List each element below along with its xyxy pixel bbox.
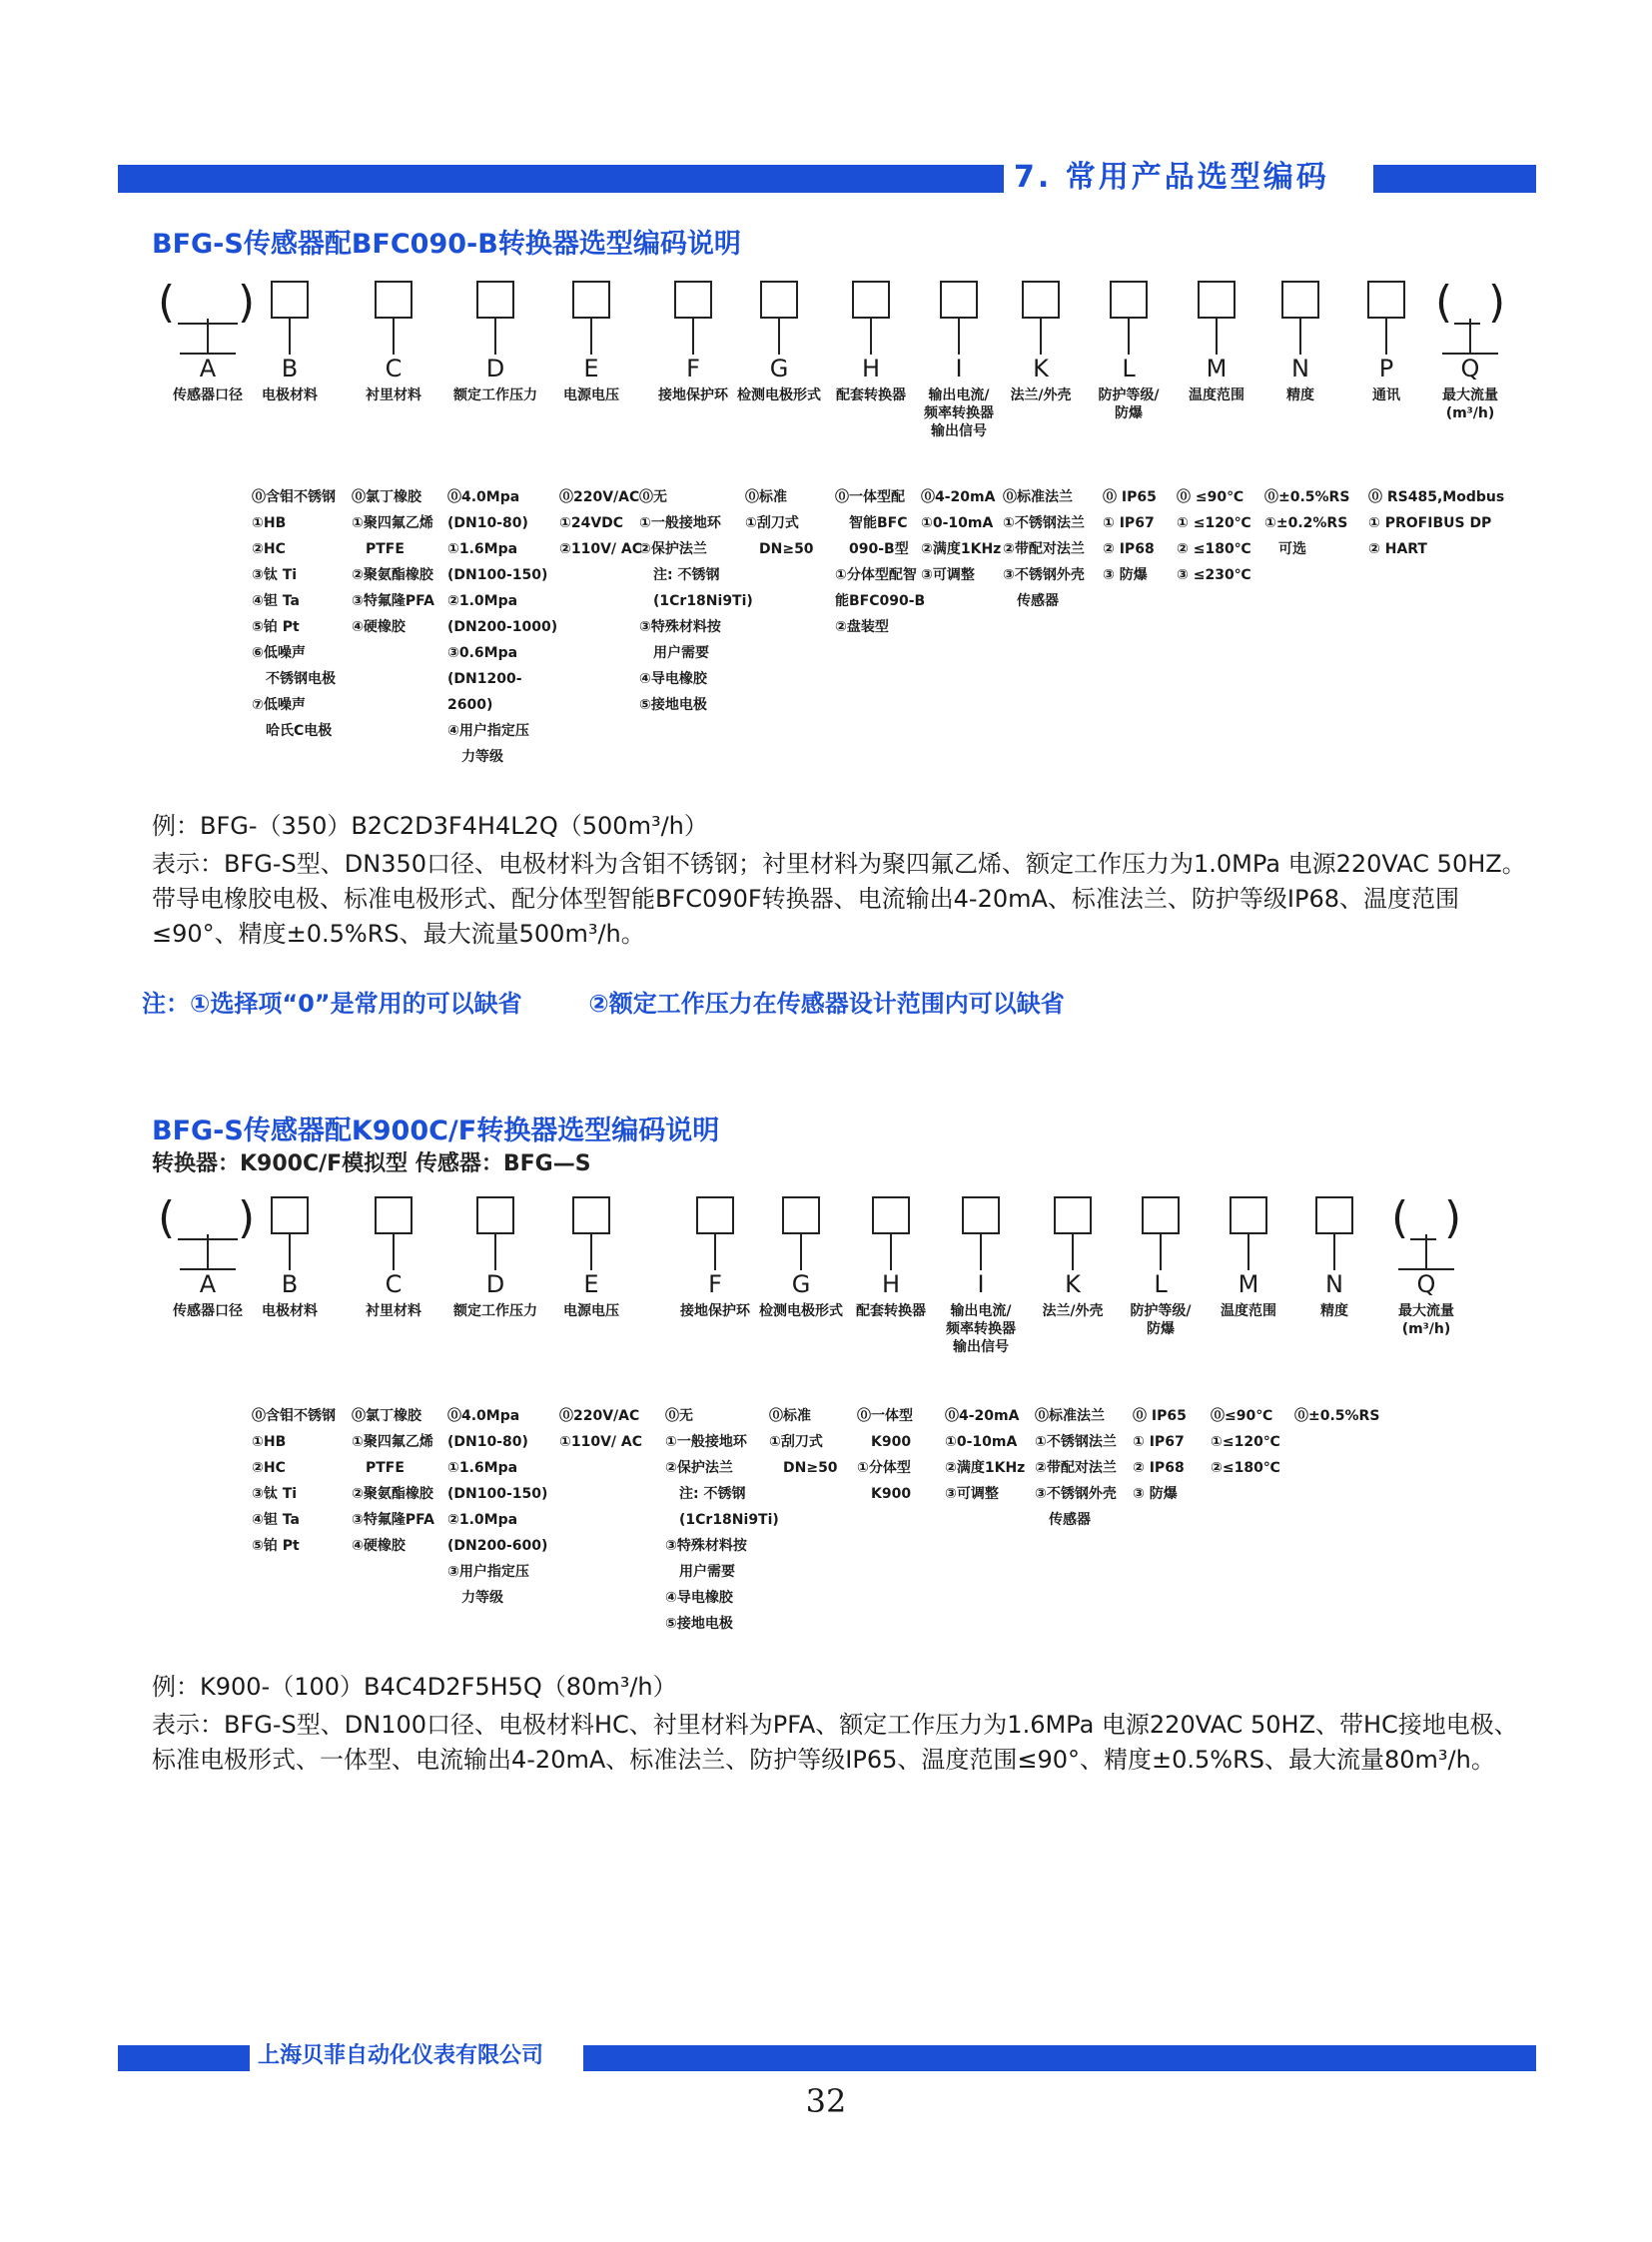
- option-item: 注: 不锈钢: [665, 1486, 746, 1502]
- option-item: ①110V/ AC: [559, 1434, 643, 1450]
- option-item: 用户需要: [665, 1564, 735, 1580]
- option-item: ②HC: [252, 1460, 286, 1476]
- stem-b: [289, 319, 291, 355]
- code-letter-e: E: [583, 355, 599, 382]
- option-item: 力等级: [447, 1590, 503, 1606]
- option-item: (1Cr18Ni9Ti): [639, 593, 753, 609]
- option-item: ① ≤120℃: [1177, 515, 1251, 531]
- option-item: ②保护法兰: [665, 1460, 733, 1476]
- option-item: ①±0.2%RS: [1264, 515, 1348, 531]
- option-item: ⓪ RS485,Modbus: [1368, 489, 1505, 505]
- option-item: 可选: [1264, 541, 1306, 557]
- stem-k: [1072, 1234, 1074, 1270]
- option-item: ④钽 Ta: [252, 593, 300, 609]
- stem-d: [494, 319, 496, 355]
- option-item: ⓪ ≤90℃: [1177, 489, 1244, 505]
- option-item: (DN10-80): [447, 1434, 528, 1450]
- code-letter-k: K: [1065, 1270, 1081, 1298]
- option-item: ① IP67: [1103, 515, 1155, 531]
- option-item: (1Cr18Ni9Ti): [665, 1512, 779, 1528]
- code-box-h: [852, 281, 890, 319]
- code-box-l: [1142, 1196, 1180, 1234]
- code-letter-h: H: [881, 1270, 901, 1298]
- option-item: ①刮刀式: [769, 1434, 823, 1450]
- option-item: ②带配对法兰: [1035, 1460, 1117, 1476]
- code-label-a: 传感器口径: [173, 1303, 243, 1319]
- code-letter-g: G: [791, 1270, 811, 1298]
- option-item: ②满度1KHz: [921, 541, 1002, 557]
- options-k: [1035, 1403, 1117, 1533]
- option-item: ①0-10mA: [921, 515, 994, 531]
- option-item: ④用户指定压: [447, 723, 529, 739]
- code-box-i: [940, 281, 978, 319]
- option-item: ②HC: [252, 541, 286, 557]
- code-letter-b: B: [281, 355, 299, 382]
- code-letter-q: Q: [1416, 1270, 1436, 1298]
- option-item: (DN100-150): [447, 1486, 548, 1502]
- code-letter-a: A: [199, 1270, 217, 1298]
- option-item: ⓪ IP65: [1103, 489, 1157, 505]
- code-label-e: 电源电压: [563, 387, 619, 403]
- option-item: ④导电橡胶: [665, 1590, 733, 1606]
- stem-c: [393, 1234, 395, 1270]
- code-label-l: 防护等级/ 防爆: [1130, 1303, 1192, 1337]
- code-letter-g: G: [769, 355, 789, 382]
- option-item: ②带配对法兰: [1003, 541, 1085, 557]
- code-label-c: 衬里材料: [366, 387, 421, 403]
- option-item: ③不锈钢外壳: [1003, 567, 1085, 583]
- code-letter-m: M: [1238, 1270, 1259, 1298]
- option-item: 用户需要: [639, 645, 709, 661]
- options-m: [1177, 484, 1251, 588]
- open-paren-a: (: [158, 1192, 176, 1243]
- code-box-b: [271, 1196, 309, 1234]
- stem-l: [1160, 1234, 1162, 1270]
- option-item: ⓪≤90℃: [1211, 1408, 1273, 1424]
- option-item: ⑤接地电极: [639, 697, 707, 713]
- code-letter-n: N: [1325, 1270, 1343, 1298]
- option-item: ①不锈钢法兰: [1035, 1434, 1117, 1450]
- option-item: ⑤铂 Pt: [252, 619, 300, 635]
- option-item: 能BFC090-B: [835, 593, 926, 609]
- code-label-l: 防护等级/ 防爆: [1098, 387, 1160, 421]
- options-i: [945, 1403, 1025, 1507]
- options-h: [857, 1403, 913, 1507]
- stem-n: [1333, 1234, 1335, 1270]
- option-item: ①分体型配智: [835, 567, 917, 583]
- code-letter-p: P: [1378, 355, 1394, 382]
- code-label-a: 传感器口径: [173, 387, 243, 403]
- code-label-g: 检测电极形式: [737, 387, 821, 403]
- options-m: [1211, 1403, 1280, 1481]
- option-item: ① PROFIBUS DP: [1368, 515, 1492, 531]
- code-label-b: 电极材料: [262, 387, 318, 403]
- options-k: [1003, 484, 1085, 614]
- option-item: (DN100-150): [447, 567, 548, 583]
- blank-q: [1454, 323, 1480, 325]
- option-item: (DN200-600): [447, 1538, 548, 1554]
- close-paren-q: ): [1444, 1192, 1462, 1243]
- stem-l: [1128, 319, 1130, 355]
- code-box-p: [1367, 281, 1405, 319]
- options-b: [252, 1403, 336, 1559]
- option-item: ③特氟隆PFA: [352, 1512, 434, 1528]
- option-item: ⓪4.0Mpa: [447, 1408, 520, 1424]
- code-letter-n: N: [1291, 355, 1309, 382]
- options-f: [665, 1403, 779, 1637]
- option-item: ② IP68: [1133, 1460, 1185, 1476]
- stem-i: [980, 1234, 982, 1270]
- option-item: ④硬橡胶: [352, 619, 406, 635]
- stem-k: [1040, 319, 1042, 355]
- close-paren-q: ): [1488, 277, 1506, 328]
- option-item: ⓪标准: [745, 489, 787, 505]
- option-item: ①≤120℃: [1211, 1434, 1280, 1450]
- close-paren-a: ): [238, 277, 256, 328]
- option-item: PTFE: [352, 541, 405, 557]
- section1-code-row: [0, 275, 1652, 439]
- option-item: ⓪标准法兰: [1035, 1408, 1105, 1424]
- stem-p: [1385, 319, 1387, 355]
- option-item: ②1.0Mpa: [447, 593, 518, 609]
- code-label-h: 配套转换器: [856, 1303, 926, 1319]
- code-letter-a: A: [199, 355, 217, 382]
- option-item: ⓪标准: [769, 1408, 811, 1424]
- option-item: ⓪4-20mA: [945, 1408, 1020, 1424]
- code-letter-f: F: [686, 355, 700, 382]
- code-letter-c: C: [385, 355, 403, 382]
- code-box-k: [1054, 1196, 1092, 1234]
- option-item: 090-B型: [835, 541, 909, 557]
- option-item: ④导电橡胶: [639, 671, 707, 687]
- code-box-c: [375, 1196, 413, 1234]
- stem-a: [207, 319, 209, 355]
- code-box-f: [696, 1196, 734, 1234]
- code-letter-f: F: [708, 1270, 722, 1298]
- option-item: ①刮刀式: [745, 515, 799, 531]
- code-label-d: 额定工作压力: [453, 387, 537, 403]
- options-l: [1133, 1403, 1187, 1507]
- option-item: 传感器: [1035, 1512, 1091, 1528]
- stem-h: [870, 319, 872, 355]
- open-paren-q: (: [1435, 277, 1453, 328]
- options-g: [745, 484, 814, 562]
- option-item: ①HB: [252, 1434, 287, 1450]
- option-item: ② ≤180℃: [1177, 541, 1251, 557]
- footer-company: 上海贝菲自动化仪表有限公司: [250, 2039, 551, 2073]
- code-box-i: [962, 1196, 1000, 1234]
- options-n: [1294, 1403, 1379, 1429]
- option-item: ⓪无: [665, 1408, 693, 1424]
- option-item: ⓪4-20mA: [921, 489, 996, 505]
- option-item: ③用户指定压: [447, 1564, 529, 1580]
- option-item: ⓪220V/AC: [559, 489, 640, 505]
- option-item: ⓪含钼不锈钢: [252, 1408, 336, 1424]
- options-l: [1103, 484, 1157, 588]
- code-box-e: [572, 1196, 610, 1234]
- option-item: 注: 不锈钢: [639, 567, 720, 583]
- stem-i: [958, 319, 960, 355]
- option-item: ④硬橡胶: [352, 1538, 406, 1554]
- options-g: [769, 1403, 838, 1481]
- option-item: ③可调整: [921, 567, 975, 583]
- option-item: 2600): [447, 697, 493, 713]
- code-label-k: 法兰/外壳: [1042, 1303, 1104, 1319]
- option-item: ①聚四氟乙烯: [352, 1434, 433, 1450]
- code-letter-l: L: [1154, 1270, 1168, 1298]
- options-b: [252, 484, 336, 744]
- option-item: ⓪4.0Mpa: [447, 489, 520, 505]
- stem-b: [289, 1234, 291, 1270]
- option-item: ①24VDC: [559, 515, 624, 531]
- option-item: ①HB: [252, 515, 287, 531]
- option-item: DN≥50: [745, 541, 814, 557]
- code-label-n: 精度: [1286, 387, 1314, 403]
- option-item: ①0-10mA: [945, 1434, 1018, 1450]
- option-item: ②保护法兰: [639, 541, 707, 557]
- page-number: 32: [805, 2082, 847, 2120]
- option-item: ⓪含钼不锈钢: [252, 489, 336, 505]
- code-label-i: 输出电流/ 频率转换器 输出信号: [924, 387, 994, 439]
- code-box-k: [1022, 281, 1060, 319]
- code-box-m: [1198, 281, 1236, 319]
- option-item: ①不锈钢法兰: [1003, 515, 1085, 531]
- code-letter-d: D: [485, 1270, 505, 1298]
- options-p: [1368, 484, 1504, 562]
- code-box-h: [872, 1196, 910, 1234]
- section2-title: BFG-S传感器配K900C/F转换器选型编码说明: [152, 1116, 720, 1146]
- code-letter-h: H: [861, 355, 881, 382]
- options-c: [352, 1403, 434, 1559]
- code-box-l: [1110, 281, 1148, 319]
- code-label-f: 接地保护环: [680, 1303, 750, 1319]
- stem-e: [590, 1234, 592, 1270]
- code-label-m: 温度范围: [1221, 1303, 1276, 1319]
- option-item: ⓪无: [639, 489, 667, 505]
- code-box-m: [1230, 1196, 1267, 1234]
- code-letter-e: E: [583, 1270, 599, 1298]
- section2-explanation: 表示：BFG-S型、DN100口径、电极材料HC、衬里材料为PFA、额定工作压力为1.6MPa 电源220VAC 50HZ、带HC接地电极、标准电极形式、一体型、电流输出4-20mA、标准法兰、防护等级IP65、温度范围≤90°、精度±0.5%RS、最大流量80m³/h。: [152, 1711, 1518, 1774]
- code-box-g: [782, 1196, 820, 1234]
- code-letter-l: L: [1122, 355, 1136, 382]
- code-box-d: [476, 1196, 514, 1234]
- code-box-n: [1281, 281, 1319, 319]
- close-paren-a: ): [238, 1192, 256, 1243]
- code-letter-c: C: [385, 1270, 403, 1298]
- options-h: [835, 484, 925, 640]
- option-item: PTFE: [352, 1460, 405, 1476]
- code-box-c: [375, 281, 413, 319]
- option-item: ①一般接地环: [639, 515, 721, 531]
- option-item: 哈氏C电极: [252, 723, 333, 739]
- section2-example: 例：K900-（100）B4C4D2F5H5Q（80m³/h）: [152, 1673, 677, 1701]
- option-item: ①分体型: [857, 1460, 911, 1476]
- option-item: ②盘装型: [835, 619, 889, 635]
- code-letter-d: D: [485, 355, 505, 382]
- option-item: 传感器: [1003, 593, 1059, 609]
- option-item: ②110V/ AC: [559, 541, 643, 557]
- option-item: ①聚四氟乙烯: [352, 515, 433, 531]
- blank-q: [1410, 1238, 1436, 1240]
- options-d: [447, 484, 557, 770]
- option-item: ③可调整: [945, 1486, 999, 1502]
- option-item: K900: [857, 1486, 912, 1502]
- header-bar-right: [1373, 165, 1536, 193]
- options-e: [559, 484, 642, 562]
- option-item: ③ ≤230℃: [1177, 567, 1251, 583]
- footer-bar-left: [118, 2045, 254, 2071]
- option-item: ⑦低噪声: [252, 697, 306, 713]
- option-item: (DN10-80): [447, 515, 528, 531]
- option-item: ③0.6Mpa: [447, 645, 518, 661]
- options-f: [639, 484, 753, 718]
- code-label-h: 配套转换器: [836, 387, 906, 403]
- code-label-e: 电源电压: [563, 1303, 619, 1319]
- code-box-f: [674, 281, 712, 319]
- option-item: ⓪ IP65: [1133, 1408, 1187, 1424]
- header-title: 7. 常用产品选型编码: [1004, 158, 1339, 198]
- section1-example: 例：BFG-（350）B2C2D3F4H4L2Q（500m³/h）: [152, 812, 708, 840]
- code-letter-b: B: [281, 1270, 299, 1298]
- code-letter-i: I: [955, 355, 963, 382]
- option-item: ①1.6Mpa: [447, 1460, 518, 1476]
- code-label-d: 额定工作压力: [453, 1303, 537, 1319]
- option-item: ①1.6Mpa: [447, 541, 518, 557]
- stem-e: [590, 319, 592, 355]
- option-item: ②聚氨酯橡胶: [352, 567, 433, 583]
- code-letter-i: I: [977, 1270, 985, 1298]
- code-label-f: 接地保护环: [658, 387, 728, 403]
- option-item: ② IP68: [1103, 541, 1155, 557]
- section1-explanation: 表示：BFG-S型、DN350口径、电极材料为含钼不锈钢；衬里材料为聚四氟乙烯、额定工作压力为1.0MPa 电源220VAC 50HZ。带导电橡胶电极、标准电极形式、配分体型智能BFC090F转换器、电流输出4-20mA、标准法兰、防护等级IP68、温度范围≤90°、精度±0.5%RS、最大流量500m³/h。: [152, 850, 1526, 948]
- option-item: ⓪±0.5%RS: [1294, 1408, 1380, 1424]
- stem-h: [890, 1234, 892, 1270]
- option-item: 不锈钢电极: [252, 671, 336, 687]
- option-item: ② HART: [1368, 541, 1427, 557]
- code-label-n: 精度: [1320, 1303, 1348, 1319]
- code-label-g: 检测电极形式: [759, 1303, 843, 1319]
- footer-bar-right: [583, 2045, 1536, 2071]
- stem-n: [1299, 319, 1301, 355]
- code-letter-q: Q: [1460, 355, 1480, 382]
- code-label-b: 电极材料: [262, 1303, 318, 1319]
- stem-c: [393, 319, 395, 355]
- code-box-g: [760, 281, 798, 319]
- section2-code-row: [0, 1190, 1652, 1355]
- stem-m: [1216, 319, 1218, 355]
- option-item: ①一般接地环: [665, 1434, 747, 1450]
- option-item: K900: [857, 1434, 912, 1450]
- option-item: ③特氟隆PFA: [352, 593, 434, 609]
- stem-g: [800, 1234, 802, 1270]
- options-e: [559, 1403, 642, 1455]
- option-item: ③特殊材料按: [665, 1538, 747, 1554]
- option-item: ③ 防爆: [1103, 567, 1148, 583]
- code-box-d: [476, 281, 514, 319]
- code-label-c: 衬里材料: [366, 1303, 421, 1319]
- code-box-e: [572, 281, 610, 319]
- section1-note: 注：①选择项“0”是常用的可以缺省 ②额定工作压力在传感器设计范围内可以缺省: [142, 990, 1065, 1018]
- open-paren-a: (: [158, 277, 176, 328]
- code-label-q: 最大流量 (m³/h): [1442, 387, 1498, 421]
- options-i: [921, 484, 1001, 588]
- code-label-k: 法兰/外壳: [1010, 387, 1072, 403]
- code-letter-k: K: [1033, 355, 1049, 382]
- option-item: ⓪一体型: [857, 1408, 913, 1424]
- option-item: (DN200-1000): [447, 619, 558, 635]
- option-item: ⓪220V/AC: [559, 1408, 640, 1424]
- stem-f: [692, 319, 694, 355]
- stem-a: [207, 1234, 209, 1270]
- option-item: 智能BFC: [835, 515, 908, 531]
- option-item: ⓪氯丁橡胶: [352, 489, 421, 505]
- stem-q: [1425, 1234, 1427, 1270]
- section2-subtitle: 转换器：K900C/F模拟型 传感器：BFG—S: [152, 1151, 591, 1176]
- option-item: ②1.0Mpa: [447, 1512, 518, 1528]
- option-item: 力等级: [447, 749, 503, 765]
- section1-title: BFG-S传感器配BFC090-B转换器选型编码说明: [152, 229, 741, 260]
- option-item: ⑤铂 Pt: [252, 1538, 300, 1554]
- option-item: (DN1200-: [447, 671, 522, 687]
- code-box-n: [1315, 1196, 1353, 1234]
- option-item: ④钽 Ta: [252, 1512, 300, 1528]
- code-letter-m: M: [1206, 355, 1228, 382]
- stem-f: [714, 1234, 716, 1270]
- code-label-q: 最大流量 (m³/h): [1398, 1303, 1454, 1337]
- option-item: ②聚氨酯橡胶: [352, 1486, 433, 1502]
- open-paren-q: (: [1391, 1192, 1409, 1243]
- option-item: ⑥低噪声: [252, 645, 306, 661]
- code-label-m: 温度范围: [1189, 387, 1244, 403]
- option-item: ⓪氯丁橡胶: [352, 1408, 421, 1424]
- option-item: ⓪一体型配: [835, 489, 905, 505]
- option-item: ②≤180℃: [1211, 1460, 1280, 1476]
- option-item: ②满度1KHz: [945, 1460, 1026, 1476]
- option-item: ③不锈钢外壳: [1035, 1486, 1117, 1502]
- options-d: [447, 1403, 547, 1611]
- option-item: ③钛 Ti: [252, 1486, 298, 1502]
- code-label-i: 输出电流/ 频率转换器 输出信号: [946, 1303, 1016, 1355]
- stem-d: [494, 1234, 496, 1270]
- option-item: ③ 防爆: [1133, 1486, 1178, 1502]
- code-label-p: 通讯: [1372, 387, 1400, 403]
- stem-g: [778, 319, 780, 355]
- header-bar-left: [118, 165, 1007, 193]
- code-box-b: [271, 281, 309, 319]
- option-item: ⓪±0.5%RS: [1264, 489, 1350, 505]
- option-item: ① IP67: [1133, 1434, 1185, 1450]
- options-n: [1264, 484, 1349, 562]
- option-item: ③钛 Ti: [252, 567, 298, 583]
- stem-q: [1469, 319, 1471, 355]
- option-item: ③特殊材料按: [639, 619, 721, 635]
- option-item: ⓪标准法兰: [1003, 489, 1073, 505]
- option-item: DN≥50: [769, 1460, 838, 1476]
- options-c: [352, 484, 434, 640]
- stem-m: [1247, 1234, 1249, 1270]
- option-item: ⑤接地电极: [665, 1616, 733, 1632]
